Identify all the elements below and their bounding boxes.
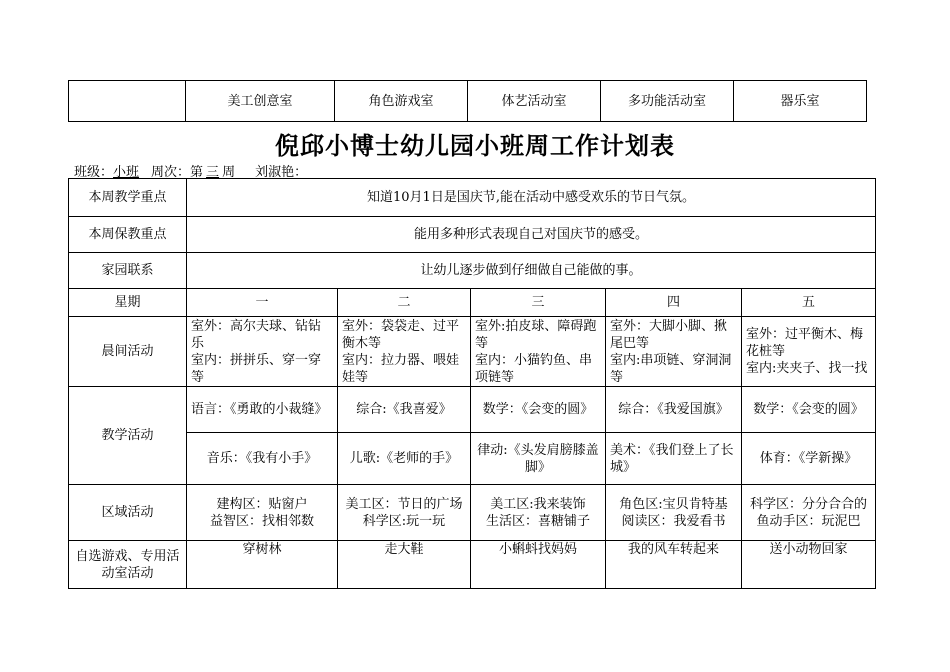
room-cell-blank	[69, 81, 186, 122]
teaching-focus-label: 本周教学重点	[69, 179, 187, 217]
teaching-cell: 数学：《会变的圆》	[471, 387, 606, 433]
area-cell: 美工区:我来装饰 生活区：喜糖铺子	[471, 485, 606, 541]
morning-cell: 室外：袋袋走、过平衡木等 室内：拉力器、喂娃娃等	[338, 317, 471, 387]
teaching-cell: 综合：《我爱国旗》	[606, 387, 742, 433]
week-value: 三	[206, 165, 220, 180]
area-cell: 科学区：分分合合的 鱼动手区：玩泥巴	[742, 485, 876, 541]
room-cell: 角色游戏室	[335, 81, 468, 122]
area-label: 区域活动	[69, 485, 187, 541]
class-label: 班级：	[74, 165, 114, 180]
teaching-cell: 律动:《头发肩膀膝盖脚》	[471, 433, 606, 485]
morning-cell: 室外:拍皮球、障碍跑等 室内：小猫钓鱼、串项链等	[471, 317, 606, 387]
morning-cell: 室外：高尔夫球、钻钻乐 室内：拼拼乐、穿一穿等	[187, 317, 338, 387]
week-label: 周次：第	[151, 165, 204, 180]
area-row	[69, 485, 876, 541]
home-contact-label: 家园联系	[69, 253, 187, 289]
plan-table	[68, 178, 876, 589]
weekday-cell: 三	[471, 289, 606, 317]
room-cell: 器乐室	[734, 81, 867, 122]
games-cell: 走大鞋	[338, 541, 471, 589]
room-cell: 美工创意室	[186, 81, 335, 122]
class-value: 小班	[113, 165, 140, 180]
care-focus-value: 能用多种形式表现自己对国庆节的感受。	[187, 217, 876, 253]
area-cell: 角色区:宝贝肯特基 阅读区：我爱看书	[606, 485, 742, 541]
teaching-cell: 美术：《我们登上了长城》	[606, 433, 742, 485]
teaching-row-2	[69, 433, 876, 485]
teaching-cell: 综合:《我喜爱》	[338, 387, 471, 433]
care-focus-label: 本周保教重点	[69, 217, 187, 253]
weekday-cell: 一	[187, 289, 338, 317]
room-cell: 体艺活动室	[468, 81, 601, 122]
teaching-cell: 数学：《会变的圆》	[742, 387, 876, 433]
weekday-cell: 五	[742, 289, 876, 317]
games-cell: 穿树林	[187, 541, 338, 589]
morning-cell: 室外：过平衡木、梅花桩等 室内:夹夹子、找一找	[742, 317, 876, 387]
page-title: 倪邱小博士幼儿园小班周工作计划表	[275, 132, 675, 160]
room-table	[68, 80, 867, 122]
home-contact-row	[69, 253, 876, 289]
home-contact-value: 让幼儿逐步做到仔细做自己能做的事。	[187, 253, 876, 289]
weekday-cell: 四	[606, 289, 742, 317]
teaching-cell: 儿歌:《老师的手》	[338, 433, 471, 485]
games-cell: 我的风车转起来	[606, 541, 742, 589]
area-cell: 建构区：贴窗户 益智区：找相邻数	[187, 485, 338, 541]
care-focus-row	[69, 217, 876, 253]
area-cell: 美工区：节日的广场 科学区:玩一玩	[338, 485, 471, 541]
teaching-row-1	[69, 387, 876, 433]
weekday-label: 星期	[69, 289, 187, 317]
teaching-label: 教学活动	[69, 387, 187, 485]
morning-cell: 室外：大脚小脚、揪尾巴等 室内:串项链、穿洞洞等	[606, 317, 742, 387]
games-label: 自选游戏、专用活动室活动	[69, 541, 187, 589]
room-row	[69, 81, 867, 122]
teaching-focus-row	[69, 179, 876, 217]
teacher-name: 刘淑艳：	[255, 165, 308, 180]
weekday-row	[69, 289, 876, 317]
room-cell: 多功能活动室	[601, 81, 734, 122]
morning-label: 晨间活动	[69, 317, 187, 387]
games-cell: 小蝌蚪找妈妈	[471, 541, 606, 589]
teaching-cell: 语言：《勇敢的小裁缝》	[187, 387, 338, 433]
morning-row	[69, 317, 876, 387]
weekday-cell: 二	[338, 289, 471, 317]
teaching-cell: 体育：《学新操》	[742, 433, 876, 485]
games-row	[69, 541, 876, 589]
teaching-cell: 音乐：《我有小手》	[187, 433, 338, 485]
week-suffix: 周	[222, 165, 236, 180]
games-cell: 送小动物回家	[742, 541, 876, 589]
teaching-focus-value: 知道10月1日是国庆节,能在活动中感受欢乐的节日气氛。	[187, 179, 876, 217]
